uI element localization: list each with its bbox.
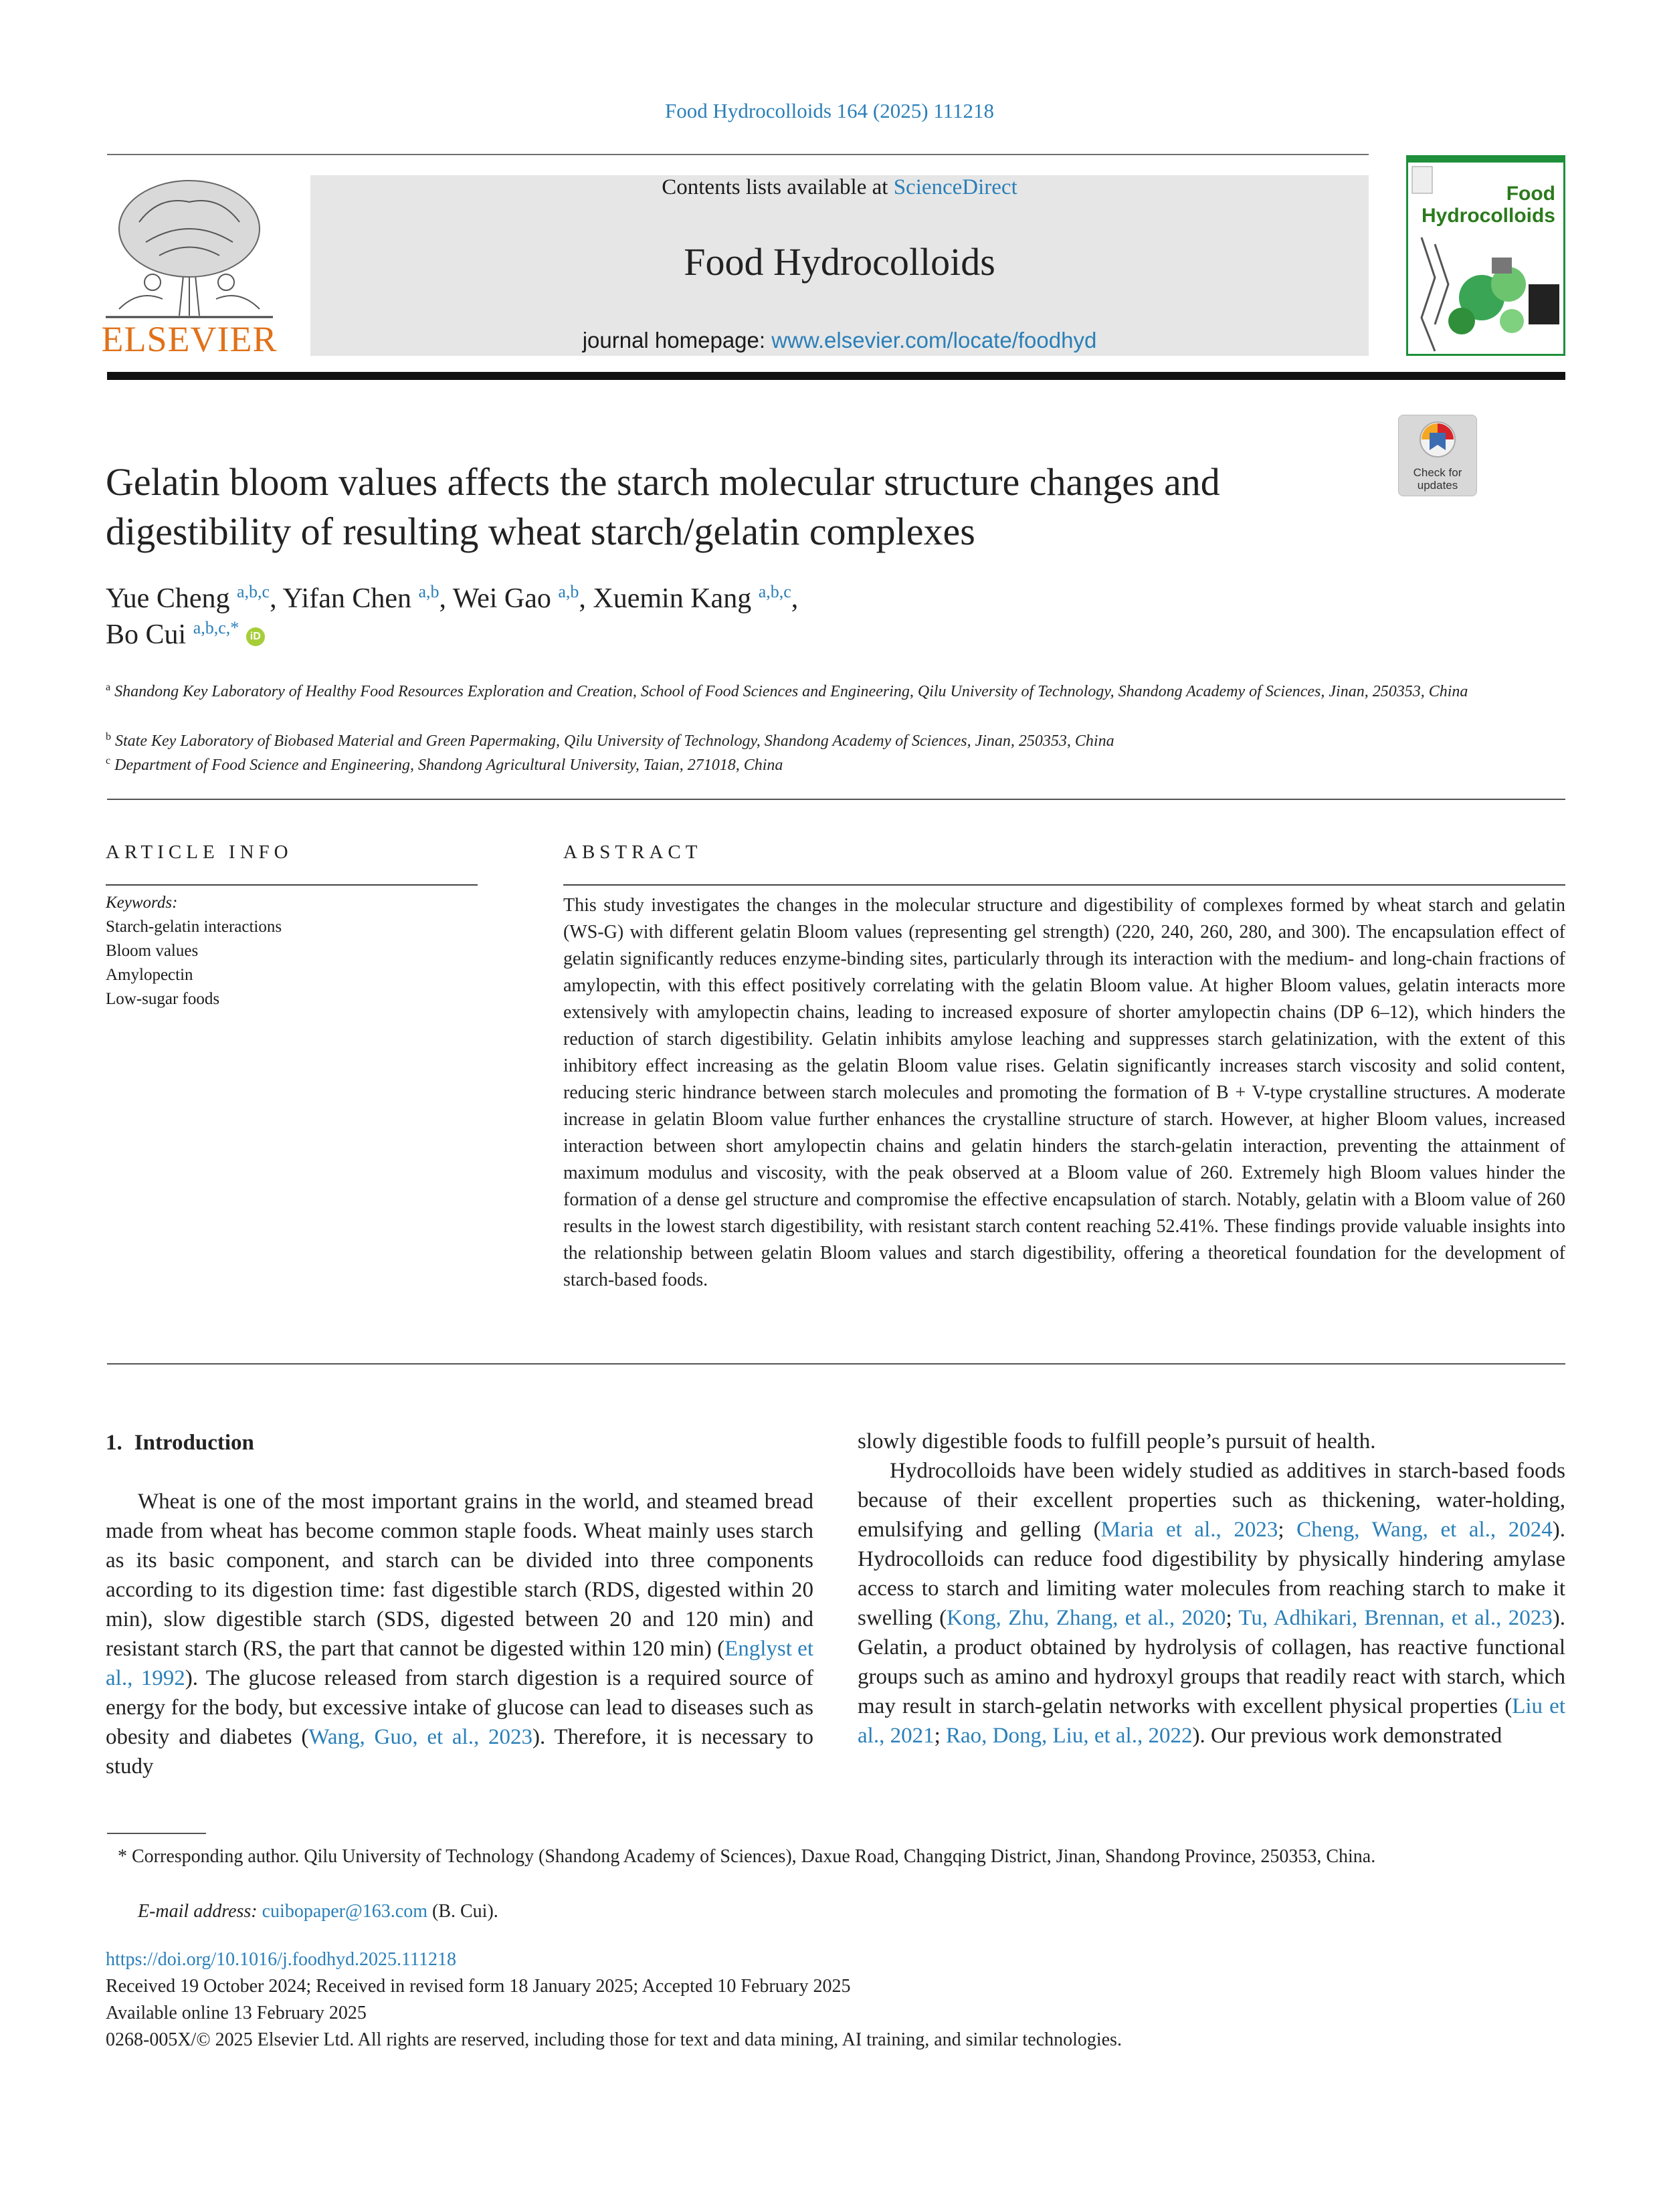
article-info-rule <box>106 884 478 886</box>
footnote-rule <box>107 1833 206 1834</box>
author[interactable]: Yifan Chen $^{a,b}$ <box>282 582 440 614</box>
email-link[interactable]: cuibopaper@163.com <box>262 1901 427 1922</box>
publisher-name: ELSEVIER <box>101 319 278 359</box>
body-left-column <box>106 1428 813 1781</box>
elsevier-tree-icon <box>99 175 280 319</box>
check-updates-line2: updates <box>1417 479 1458 492</box>
intro-paragraph-1 <box>106 1487 813 1781</box>
intro-paragraph-1-continued: slowly digestible foods to fulfill people’s pursuit of health. <box>858 1429 1376 1453</box>
orcid-icon[interactable]: iD <box>246 627 265 646</box>
author[interactable]: Yue Cheng $^{a,b,c}$ <box>106 582 270 614</box>
affiliation-a: $^a$ Shandong Key Laboratory of Healthy Food Resources Exploration and Creation, School of Food Sciences and Engineering, Qilu University of Technology, Shandong Academy of Sciences, Jinan, 250353, China <box>106 682 1468 700</box>
citation-link[interactable]: Rao, Dong, Liu, et al., 2022 <box>946 1724 1193 1748</box>
citation-link[interactable]: Maria et al., 2023 <box>1100 1518 1278 1542</box>
affiliation-c: $^c$ Department of Food Science and Engineering, Shandong Agricultural University, Taian, 271018, China <box>106 755 783 774</box>
paragraph-text: Wheat is one of the most important grains in the world, and steamed bread made from wheat has become common staple foods. Wheat mainly uses starch as its basic component, and starch can be divided into three components according to its digestion time: fast digestible starch (RDS, digested within 20 min), slow digestible starch (SDS, digested between 20 and 120 min) and resistant starch (RS, the part that cannot be digested within 120 min) ( <box>106 1490 813 1661</box>
contents-line: Contents lists available at ScienceDirect <box>662 175 1017 199</box>
paragraph-text: ; <box>1226 1606 1239 1630</box>
journal-cover-image[interactable] <box>1406 155 1565 356</box>
author-list: Yue Cheng $^{a,b,c}$, Yifan Chen $^{a,b}$, Wei Gao $^{a,b}$, Xuemin Kang $^{a,b,c}$, Bo Cui $^{a,b,c,*}$ iD <box>106 582 799 650</box>
intro-paragraph-2 <box>858 1456 1565 1750</box>
check-for-updates-button[interactable] <box>1398 415 1477 496</box>
header-thick-rule <box>107 372 1565 380</box>
journal-homepage-link[interactable]: www.elsevier.com/locate/foodhyd <box>771 328 1097 353</box>
section-heading-introduction: 1. Introduction <box>106 1431 254 1455</box>
paragraph-text: ). Our previous work demonstrated <box>1192 1724 1502 1748</box>
author[interactable]: Bo Cui $^{a,b,c,*}$ <box>106 618 239 650</box>
received-dates: Received 19 October 2024; Received in revised form 18 January 2025; Accepted 10 February 2025 <box>106 1976 851 1997</box>
journal-header <box>310 175 1369 356</box>
article-info-heading: ARTICLE INFO <box>106 841 293 863</box>
sciencedirect-link[interactable]: ScienceDirect <box>893 175 1017 199</box>
keywords-label: Keywords: <box>106 894 178 912</box>
keyword-item: Starch-gelatin interactions <box>106 918 282 936</box>
paragraph-text: ). Therefore, it is necessary to study <box>106 1725 813 1779</box>
citation-link[interactable]: Liu et al., 2021 <box>858 1694 1565 1748</box>
cover-title: Food Hydrocolloids <box>1421 183 1555 227</box>
doi-link[interactable] <box>106 1946 1564 1973</box>
body-right-column <box>858 1427 1565 1750</box>
corresponding-author-note: * Corresponding author. Qilu University of Technology (Shandong Academy of Sciences), Daxue Road, Changqing District, Jinan, Shandong Province, 250353, China. <box>118 1846 1376 1867</box>
abstract-rule <box>563 884 1565 886</box>
elsevier-logo[interactable] <box>99 175 280 363</box>
citation-link[interactable]: Wang, Guo, et al., 2023 <box>308 1725 532 1749</box>
paragraph-text: ). Hydrocolloids can reduce food digestibility by physically hindering amylase access to starch and limiting water molecules from reaching starch to make it swelling ( <box>858 1518 1565 1630</box>
keyword-item: Amylopectin <box>106 966 193 984</box>
author[interactable]: Xuemin Kang $^{a,b,c}$ <box>593 582 791 614</box>
journal-title: Food Hydrocolloids <box>684 240 995 284</box>
citation-link[interactable]: Englyst et al., 1992 <box>106 1637 813 1690</box>
paragraph-text: ; <box>1278 1518 1297 1542</box>
paragraph-text: ). Gelatin, a product obtained by hydrolysis of collagen, has reactive functional groups such as amino and hydroxyl groups that readily react with starch, which may result in starch-gelatin networks with excellent physical properties ( <box>858 1606 1565 1718</box>
abstract-text: This study investigates the changes in the molecular structure and digestibility of complexes formed by wheat starch and gelatin (WS-G) with different gelatin Bloom values (representing gel strength) (220, 240, 260, 280, and 300). The encapsulation effect of gelatin significantly reduces enzyme-binding sites, particularly through its interaction with the medium- and long-chain fractions of amylopectin, with this effect positively correlating with the gelatin Bloom value. At higher Bloom values, gelatin interacts more extensively with amylopectin chains, leading to increased exposure of shorter amylopectin chains (DP 6–12), which hinders the reduction of starch digestibility. Gelatin inhibits amylose leaching and suppresses starch gelatinization, with the extent of this inhibitory effect increasing as the gelatin Bloom value rises. Gelatin significantly increases starch viscosity and solid content, reducing steric hindrance between starch molecules and promoting the formation of B + V-type crystalline structures. A moderate increase in gelatin Bloom value further enhances the crystalline structure of starch. However, at higher Bloom values, increased interaction between short amylopectin chains and gelatin hinders the starch-gelatin interaction, preventing the attainment of maximum modulus and viscosity, with the peak observed at a Bloom value of 260. Extremely high Bloom values hinder the formation of a dense gel structure and compromise the effective encapsulation of starch. Notably, gelatin with a Bloom value of 260 results in the lowest starch digestibility, with resistant starch content reaching 52.41%. These findings provide valuable insights into the relationship between gelatin Bloom values and starch digestibility, offering a theoretical foundation for the development of starch-based foods. <box>563 895 1565 1290</box>
keyword-item: Bloom values <box>106 942 199 960</box>
citation-link[interactable]: Kong, Zhu, Zhang, et al., 2020 <box>947 1606 1226 1630</box>
affiliation-b: $^b$ State Key Laboratory of Biobased Material and Green Papermaking, Qilu University of Technology, Shandong Academy of Sciences, Jinan, 250353, China <box>106 731 1114 750</box>
doi-url[interactable]: https://doi.org/10.1016/j.foodhyd.2025.111218 <box>106 1949 456 1970</box>
article-title: Gelatin bloom values affects the starch molecular structure changes and digestibility of resulting wheat starch/gelatin complexes <box>106 460 1220 553</box>
keyword-item: Low-sugar foods <box>106 990 220 1008</box>
journal-reference-link[interactable]: Food Hydrocolloids 164 (2025) 111218 <box>665 99 994 122</box>
citation-link[interactable]: Cheng, Wang, et al., 2024 <box>1296 1518 1553 1542</box>
abstract-heading: ABSTRACT <box>563 841 702 863</box>
affiliation-divider <box>107 799 1565 800</box>
copyright-notice: 0268-005X/© 2025 Elsevier Ltd. All rights are reserved, including those for text and data mining, AI training, and similar technologies. <box>106 2029 1122 2050</box>
author[interactable]: Wei Gao $^{a,b}$ <box>452 582 579 614</box>
homepage-line: journal homepage: www.elsevier.com/locate/foodhyd <box>582 328 1097 353</box>
citation-link[interactable]: Tu, Adhikari, Brennan, et al., 2023 <box>1238 1606 1553 1630</box>
paragraph-text: ; <box>934 1724 946 1748</box>
abstract-divider <box>107 1363 1565 1365</box>
crossmark-icon <box>1418 419 1458 464</box>
top-divider <box>107 154 1369 155</box>
check-updates-line1: Check for <box>1413 466 1462 479</box>
paragraph-text: Hydrocolloids have been widely studied as additives in starch-based foods because of their excellent properties such as thickening, water-holding, emulsifying and gelling ( <box>858 1459 1565 1542</box>
available-online: Available online 13 February 2025 <box>106 2003 367 2023</box>
email-note: E-mail address: cuibopaper@163.com (B. Cui). <box>138 1901 498 1922</box>
paragraph-text: ). The glucose released from starch digestion is a required source of energy for the body, but excessive intake of glucose can lead to diseases such as obesity and diabetes ( <box>106 1666 813 1749</box>
